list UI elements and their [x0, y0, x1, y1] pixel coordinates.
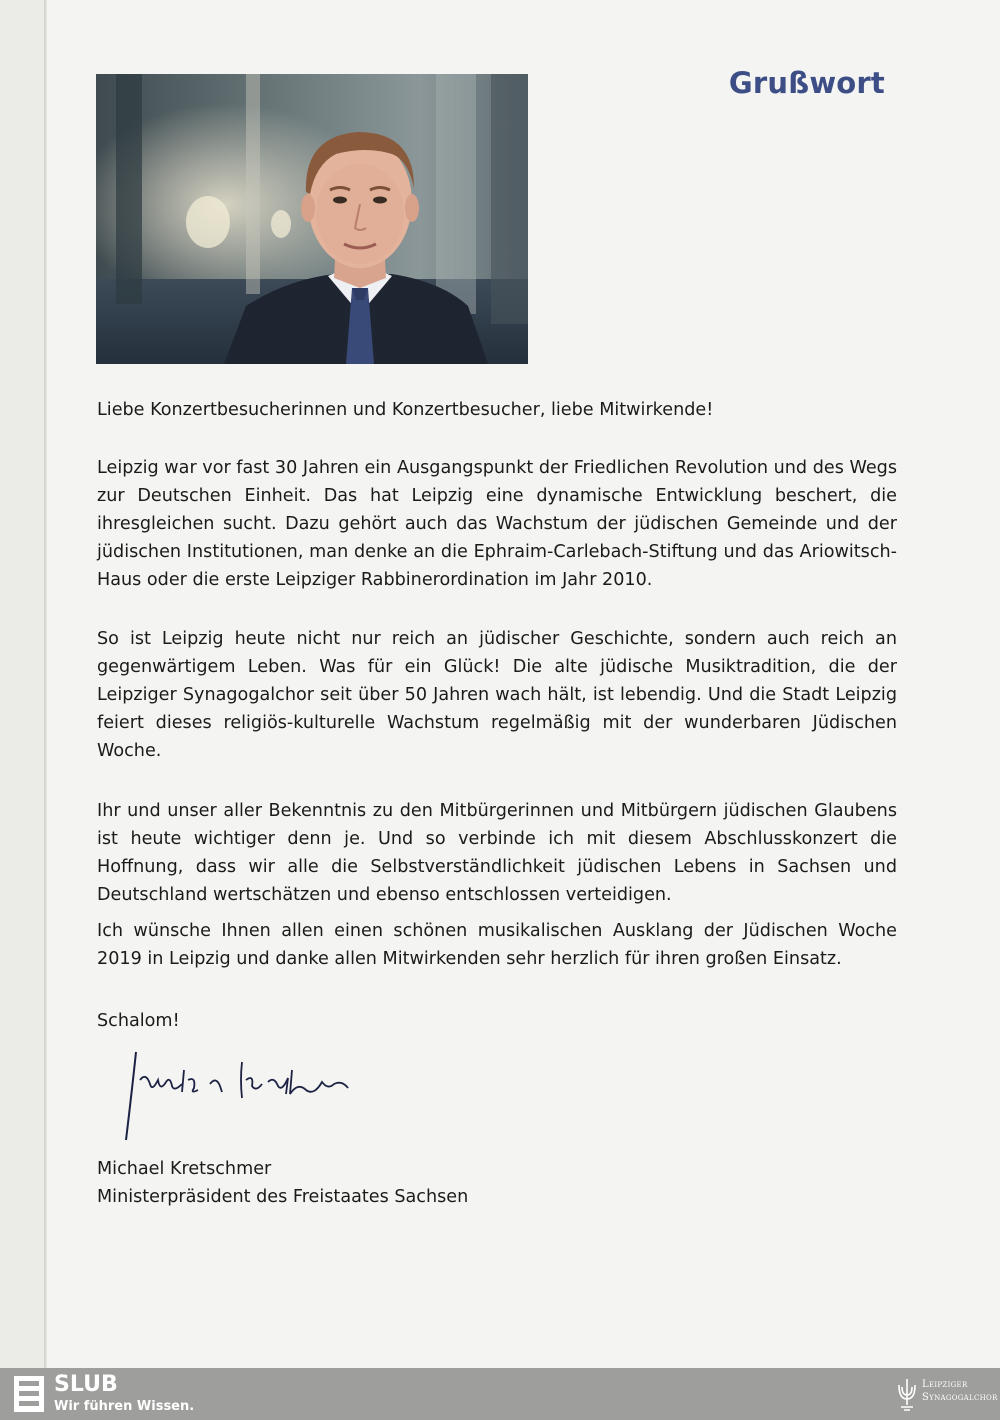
- partner-logo-text: [922, 1378, 998, 1404]
- portrait-illustration: [96, 74, 528, 364]
- library-name[interactable]: SLUB: [54, 1372, 118, 1397]
- handwritten-signature: [110, 1040, 390, 1150]
- library-tagline: Wir führen Wissen.: [54, 1399, 195, 1414]
- partner-name-line2: Synagogalchor: [922, 1392, 998, 1403]
- signer-title: Ministerpräsident des Freistaates Sachsen: [97, 1187, 469, 1207]
- portrait-photo: [96, 74, 528, 364]
- paragraph-jewish-life: So ist Leipzig heute nicht nur reich an jüdischer Geschichte, sondern auch reich an gegenwärtigem Leben. Was für ein Glück! Die alte jüdische Musiktradition, die der Leipziger Synagogalchor seit über 50 Jahren wach hält, ist lebendig. Und die Stadt Leipzig feiert dieses religiös-kulturelle Wachstum regelmäßig mit der wunderbaren Jüdischen Woche.: [97, 629, 897, 761]
- salutation: Liebe Konzertbesucherinnen und Konzertbesucher, liebe Mitwirkende!: [97, 400, 714, 420]
- signer-name: Michael Kretschmer: [97, 1159, 272, 1179]
- previous-page-edge: [0, 0, 44, 1368]
- menorah-logo-icon: [896, 1375, 918, 1413]
- partner-name-line1: Leipziger: [922, 1379, 968, 1390]
- page-fold: [44, 0, 47, 1368]
- paragraph-wishes: Ich wünsche Ihnen allen einen schönen musikalischen Ausklang der Jüdischen Woche 2019 in Leipzig und danke allen Mitwirkenden sehr herzlich für ihren großen Einsatz.: [97, 921, 897, 969]
- archive-footer-bar: [0, 1368, 1000, 1420]
- paragraph-commitment: Ihr und unser aller Bekenntnis zu den Mitbürgerinnen und Mitbürgern jüdischen Glaubens ist heute wichtiger denn je. Und so verbinde ich mit diesem Abschlusskonzert die Hoffnung, dass wir alle die Selbstverständlichkeit jüdischen Lebens in Sachsen und Deutschland wertschätzen und ebenso entschlossen verteidigen.: [97, 801, 897, 905]
- closing-greeting: Schalom!: [97, 1011, 180, 1031]
- paragraph-revolution: Leipzig war vor fast 30 Jahren ein Ausgangspunkt der Friedlichen Revolution und des Wegs zur Deutschen Einheit. Das hat Leipzig eine dynamische Entwicklung beschert, die ihresgleichen sucht. Dazu gehört auch das Wachstum der jüdischen Gemeinde und der jüdischen Institutionen, man denke an die Ephraim-Carlebach-Stiftung und das Ariowitsch-Haus oder die erste Leipziger Rabbinerordination im Jahr 2010.: [97, 458, 897, 590]
- page-title: Grußwort: [728, 66, 885, 100]
- slub-logo-icon: [14, 1376, 44, 1412]
